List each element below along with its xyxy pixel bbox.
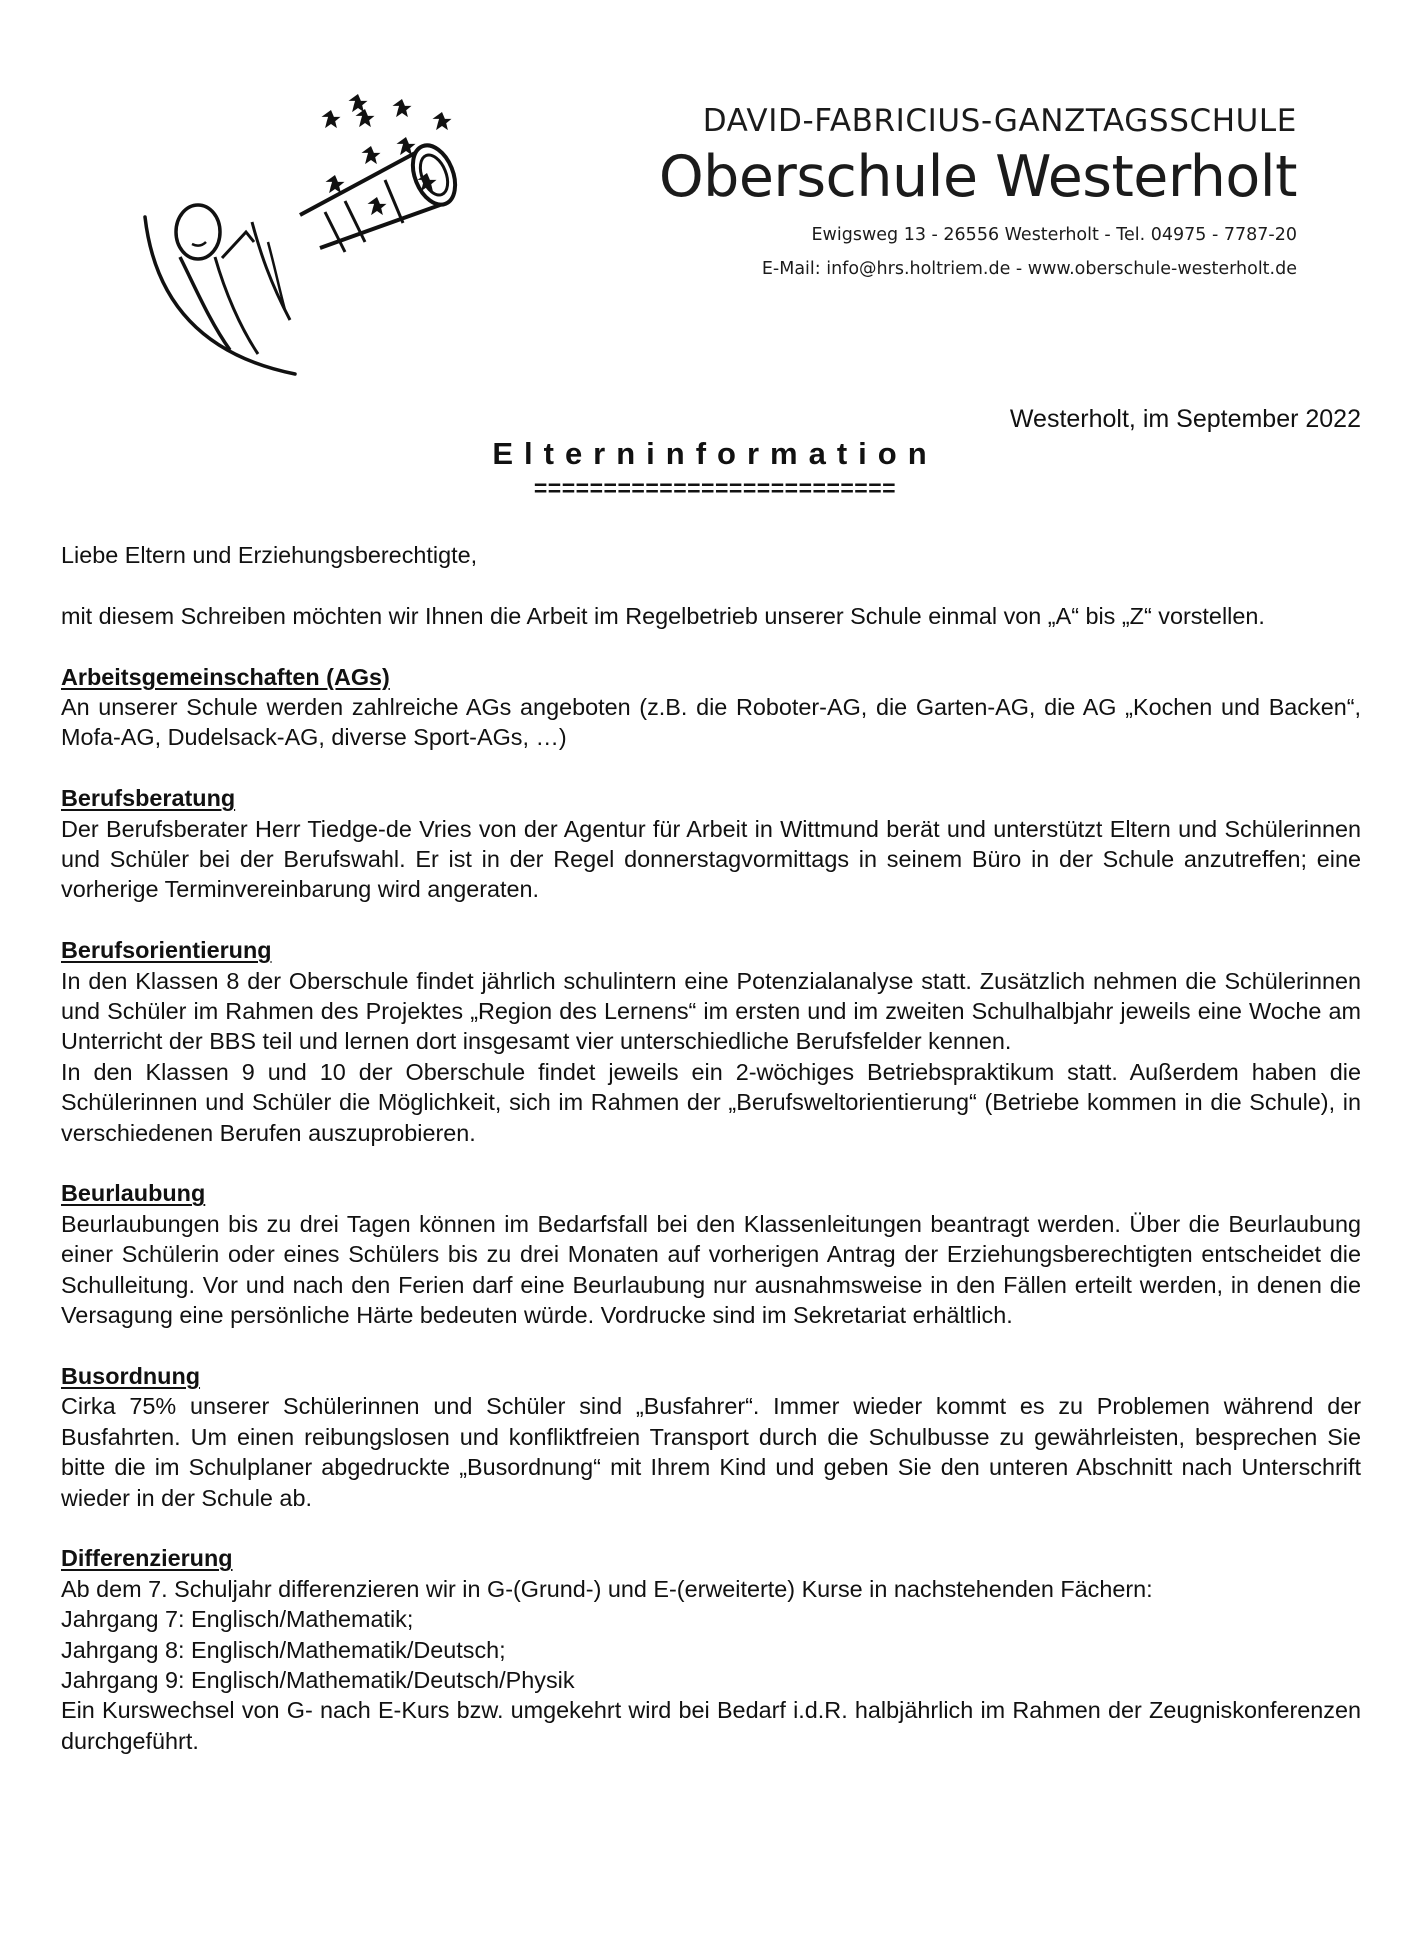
section-berufsorientierung bbox=[61, 935, 1361, 1148]
section-heading: Busordnung bbox=[61, 1362, 201, 1389]
section-paragraph: Ein Kurswechsel von G- nach E-Kurs bzw. umgekehrt wird bei Bedarf i.d.R. halbjährlich im Rahmen der Zeugniskonferenzen durchgeführt. bbox=[61, 1697, 1361, 1754]
section-heading: Beurlaubung bbox=[61, 1180, 206, 1207]
section-heading: Differenzierung bbox=[61, 1545, 233, 1572]
letter-body bbox=[61, 540, 1361, 1787]
section-berufsberatung bbox=[61, 783, 1361, 905]
title-underline: ========================== bbox=[533, 475, 897, 501]
section-line: Ab dem 7. Schuljahr differenzieren wir in G-(Grund-) und E-(erweiterte) Kurse in nachstehenden Fächern: bbox=[61, 1575, 1153, 1602]
section-heading: Berufsorientierung bbox=[61, 937, 272, 964]
section-line: Jahrgang 9: Englisch/Mathematik/Deutsch/Physik bbox=[61, 1666, 575, 1693]
section-paragraph: Der Berufsberater Herr Tiedge-de Vries von der Agentur für Arbeit in Wittmund berät und unterstützt Eltern und Schülerinnen und Schüler bei der Berufswahl. Er ist in der Regel donnerstagvormittags in seinem Büro in der Schule anzutreffen; eine vorherige Terminvereinbarung wird angeraten. bbox=[61, 815, 1361, 903]
school-contact: E-Mail: info@hrs.holtriem.de - www.oberschule-westerholt.de bbox=[761, 259, 1297, 279]
section-arbeitsgemeinschaften bbox=[61, 662, 1361, 753]
school-name: DAVID-FABRICIUS-GANZTAGSSCHULE bbox=[702, 103, 1297, 139]
section-paragraph: An unserer Schule werden zahlreiche AGs angeboten (z.B. die Roboter-AG, die Garten-AG, die AG „Kochen und Backen“, Mofa-AG, Dudelsack-AG, diverse Sport-AGs, …) bbox=[61, 694, 1361, 751]
school-logo bbox=[140, 92, 570, 382]
intro-paragraph: mit diesem Schreiben möchten wir Ihnen die Arbeit im Regelbetrieb unserer Schule einmal von „A“ bis „Z“ vorstellen. bbox=[61, 602, 1265, 629]
section-paragraph: In den Klassen 9 und 10 der Oberschule findet jeweils ein 2-wöchiges Betriebspraktikum statt. Außerdem haben die Schülerinnen und Schüler die Möglichkeit, sich im Rahmen der „Berufsweltorientierung“ (Betriebe kommen in die Schule), in verschiedenen Berufen auszuprobieren. bbox=[61, 1058, 1361, 1146]
section-differenzierung bbox=[61, 1543, 1361, 1756]
section-paragraph: Beurlaubungen bis zu drei Tagen können im Bedarfsfall bei den Klassenleitungen beantragt werden. Über die Beurlaubung einer Schülerin oder eines Schülers bis zu drei Monaten auf vorherigen Antrag der Erziehungsberechtigten entscheidet die Schulleitung. Vor und nach den Ferien darf eine Beurlaubung nur ausnahmsweise in den Fällen erteilt werden, in denen die Versagung eine persönliche Härte bedeuten würde. Vordrucke sind im Sekretariat erhältlich. bbox=[61, 1210, 1361, 1329]
section-line: Jahrgang 7: Englisch/Mathematik; bbox=[61, 1606, 414, 1633]
section-busordnung bbox=[61, 1361, 1361, 1513]
school-header bbox=[659, 98, 1297, 286]
letter-date: Westerholt, im September 2022 bbox=[1009, 405, 1361, 433]
section-heading: Berufsberatung bbox=[61, 785, 236, 812]
school-address: Ewigsweg 13 - 26556 Westerholt - Tel. 04975 - 7787-20 bbox=[811, 225, 1297, 245]
section-heading: Arbeitsgemeinschaften (AGs) bbox=[61, 663, 390, 690]
section-line: Jahrgang 8: Englisch/Mathematik/Deutsch; bbox=[61, 1636, 506, 1663]
section-beurlaubung bbox=[61, 1178, 1361, 1330]
section-paragraph: In den Klassen 8 der Oberschule findet jährlich schulintern eine Potenzialanalyse statt. Zusätzlich nehmen die Schülerinnen und Schüler im Rahmen des Projektes „Region des Lernens“ im ersten und im zweiten Schulhalbjahr jeweils eine Woche am Unterricht der BBS teil und lernen dort insgesamt vier unterschiedliche Berufsfelder kennen. bbox=[61, 967, 1361, 1055]
school-title: Oberschule Westerholt bbox=[658, 144, 1297, 210]
section-paragraph: Cirka 75% unserer Schülerinnen und Schüler sind „Busfahrer“. Immer wieder kommt es zu Problemen während der Busfahrten. Um einen reibungslosen und konfliktfreien Transport durch die Schulbusse zu gewährleisten, besprechen Sie bitte die im Schulplaner abgedruckte „Busordnung“ mit Ihrem Kind und geben Sie den unteren Abschnitt nach Unterschrift wieder in der Schule ab. bbox=[61, 1393, 1361, 1511]
letter-title: Elterninformation bbox=[492, 436, 938, 471]
salutation: Liebe Eltern und Erziehungsberechtigte, bbox=[61, 542, 478, 568]
